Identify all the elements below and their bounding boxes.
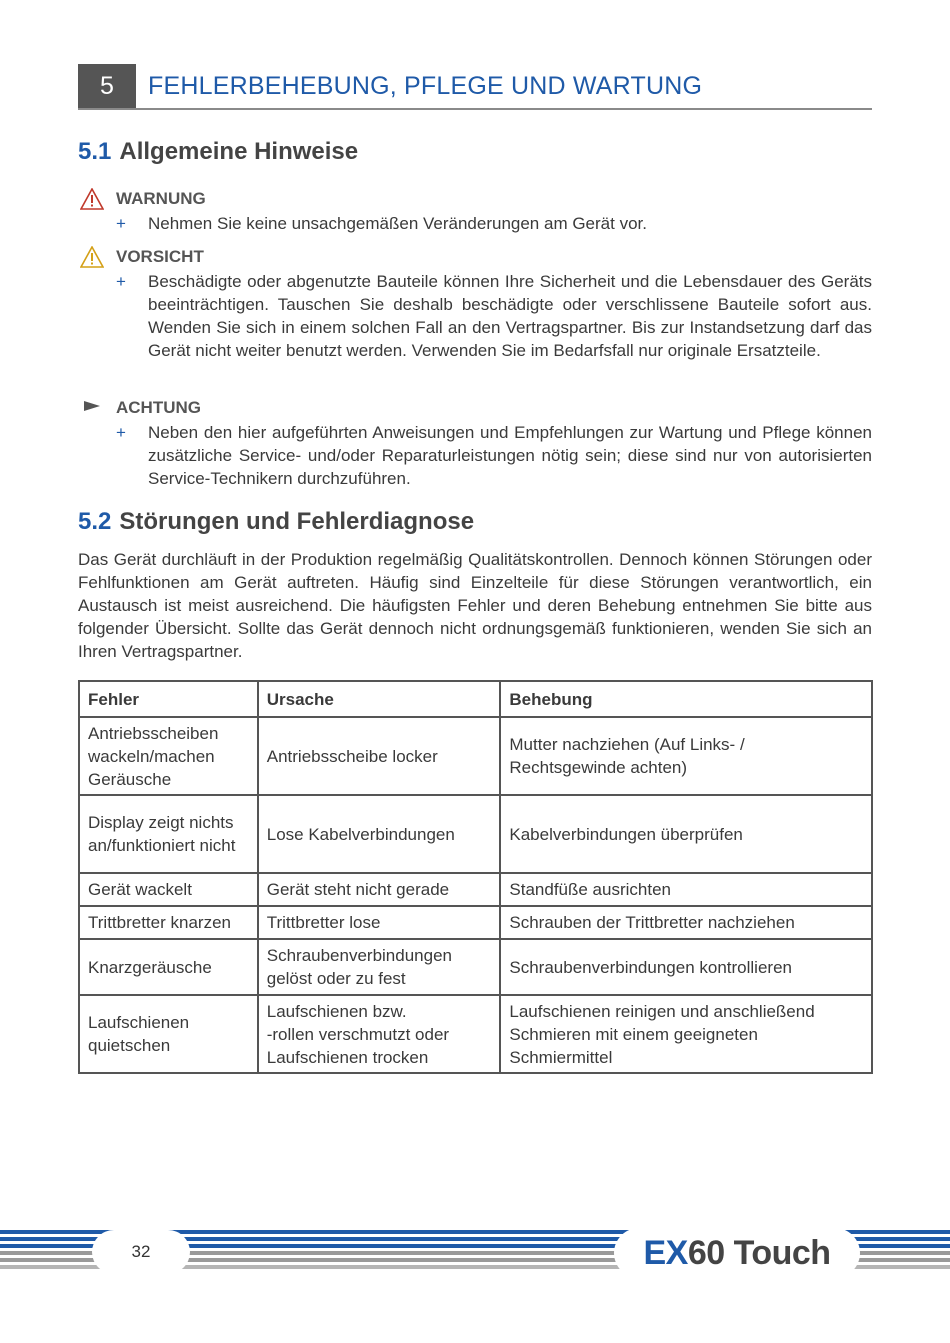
table-cell: Display zeigt nichts an/funktioniert nicht bbox=[79, 795, 258, 873]
column-header: Fehler bbox=[79, 681, 258, 717]
table-cell: Antriebsscheiben wackeln/machen Geräusche bbox=[79, 717, 258, 795]
page-footer bbox=[0, 1222, 950, 1282]
table-row bbox=[79, 939, 872, 995]
table-header-row bbox=[79, 681, 872, 717]
notice-item bbox=[78, 212, 872, 235]
notice-attention bbox=[78, 397, 872, 490]
table-row bbox=[79, 906, 872, 939]
section-title: Allgemeine Hinweise bbox=[119, 138, 359, 165]
table-cell: Trittbretter knarzen bbox=[79, 906, 258, 939]
model-logo bbox=[614, 1228, 860, 1278]
table-cell: Gerät wackelt bbox=[79, 873, 258, 906]
section-heading-5-2 bbox=[78, 508, 474, 536]
table-row bbox=[79, 795, 872, 873]
intro-paragraph: Das Gerät durchläuft in der Produktion regelmäßig Qualitätskontrollen. Dennoch können Störungen oder Fehlfunktionen am Gerät auftreten. Häufig sind Einzelteile für diese Störungen verantwortlich, ein Austausch ist meist ausreichend. Die häufigsten Fehler und deren Behebung entnehmen Sie bitte aus folgender Übersicht. Sollte das Gerät dennoch nicht ordnungsgemäß funktionieren, wenden Sie sich an Ihren Vertragspartner. bbox=[78, 550, 872, 661]
section-number: 5.1 bbox=[78, 138, 112, 165]
table-cell: Lose Kabelverbindungen bbox=[258, 795, 501, 873]
section-number: 5.2 bbox=[78, 508, 112, 535]
table-cell: Laufschienen bzw. -rollen verschmutzt oder Laufschienen trocken bbox=[258, 995, 501, 1073]
section-heading-5-1 bbox=[78, 138, 358, 166]
plus-bullet-icon: + bbox=[116, 272, 126, 291]
table-cell: Standfüße ausrichten bbox=[500, 873, 872, 906]
table-cell: Gerät steht nicht gerade bbox=[258, 873, 501, 906]
table-cell: Laufschienen reinigen und anschließend Schmieren mit einem geeigneten Schmiermittel bbox=[500, 995, 872, 1073]
section-title: Störungen und Fehlerdiagnose bbox=[119, 508, 475, 535]
table-cell: Schraubenverbindungen kontrollieren bbox=[500, 939, 872, 995]
column-header: Ursache bbox=[258, 681, 501, 717]
plus-bullet-icon: + bbox=[116, 214, 126, 233]
model-name: 60 Touch bbox=[687, 1234, 831, 1272]
table-cell: Trittbretter lose bbox=[258, 906, 501, 939]
table-row bbox=[79, 717, 872, 795]
table-cell: Antriebsscheibe locker bbox=[258, 717, 501, 795]
chapter-number: 5 bbox=[78, 64, 136, 108]
table-row bbox=[79, 995, 872, 1073]
table-cell: Mutter nachziehen (Auf Links- / Rechtsgewinde achten) bbox=[500, 717, 872, 795]
notice-label: WARNUNG bbox=[116, 189, 206, 208]
notice-warning bbox=[78, 188, 872, 235]
notice-item bbox=[78, 270, 872, 362]
notice-text: Beschädigte oder abgenutzte Bauteile können Ihre Sicherheit und die Lebensdauer des Geräts beeinträchtigen. Tauschen Sie deshalb beschädigte oder verschlissene Bauteile sofort aus. Wenden Sie sich in einem solchen Fall an den Vertragspartner. Bis zur Instandsetzung darf das Gerät nicht weiter benutzt werden. Verwenden Sie im Bedarfsfall nur originale Ersatzteile. bbox=[148, 272, 872, 360]
notice-label: ACHTUNG bbox=[116, 398, 201, 417]
arrow-flag-icon bbox=[80, 397, 104, 419]
table-cell: Kabelverbindungen überprüfen bbox=[500, 795, 872, 873]
plus-bullet-icon: + bbox=[116, 423, 126, 442]
table-cell: Knarzgeräusche bbox=[79, 939, 258, 995]
notice-caution bbox=[78, 246, 872, 362]
chapter-title: FEHLERBEHEBUNG, PFLEGE UND WARTUNG bbox=[148, 72, 703, 100]
chapter-header bbox=[78, 64, 872, 110]
page-number: 32 bbox=[92, 1230, 190, 1274]
notice-item bbox=[78, 421, 872, 490]
table-row bbox=[79, 873, 872, 906]
model-prefix: EX bbox=[643, 1234, 688, 1272]
fault-table bbox=[78, 680, 873, 1074]
warning-triangle-icon bbox=[80, 188, 104, 210]
column-header: Behebung bbox=[500, 681, 872, 717]
table-cell: Laufschienen quietschen bbox=[79, 995, 258, 1073]
table-cell: Schraubenverbindungen gelöst oder zu fest bbox=[258, 939, 501, 995]
notice-text: Nehmen Sie keine unsachgemäßen Veränderungen am Gerät vor. bbox=[148, 214, 647, 233]
caution-triangle-icon bbox=[80, 246, 104, 268]
table-cell: Schrauben der Trittbretter nachziehen bbox=[500, 906, 872, 939]
notice-label: VORSICHT bbox=[116, 247, 204, 266]
notice-text: Neben den hier aufgeführten Anweisungen und Empfehlungen zur Wartung und Pflege können zusätzliche Service- und/oder Reparaturleistungen nötig sein; diese sind nur von autorisierten Service-Technikern durchzuführen. bbox=[148, 423, 872, 488]
